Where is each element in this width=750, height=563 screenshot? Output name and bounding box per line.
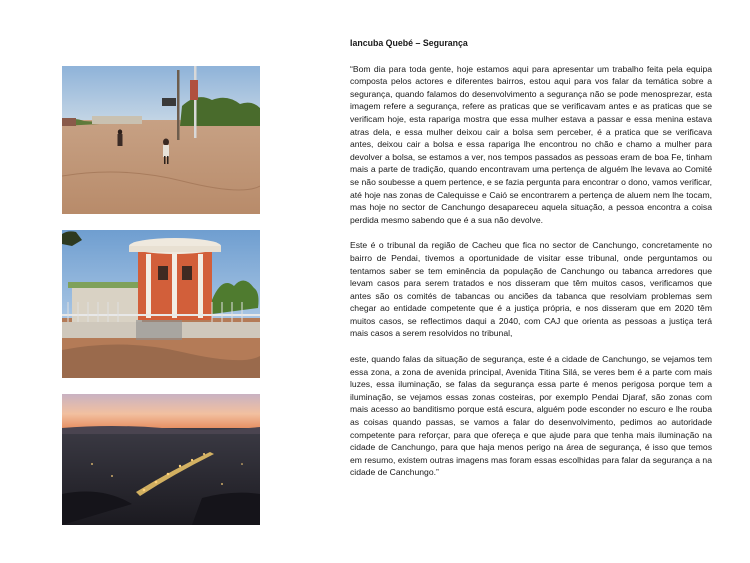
paragraph-iluminacao: este, quando falas da situação de segurança, este é a cidade de Canchungo, se vejamos tem essa zona, a zona de avenida principal, Avenida Titina Silá, se veres bem é a parte com mais luzes, essa iluminação, se falas da segurança essa parte é menos perigosa porque tem a iluminação, se vejamos essas zonas costeiras, por exemplo Pendai Djaraf, são zonas com mais acesso ao banditismo porque está escura, alguém pode esconder no escuro e lhe rouba as coisas quando passas, se vamos a falar do desenvolvimento, pedimos ao autoridade competente para reforçar, para que ofereça e que ajude para que tenha mais iluminação na cidade de Canchungo, para que haja menos perigo na área de segurança, é isso que temos em resumo, existem outras imagens mas foram essas escolhidas para falar da segurança a na cidade de Canchungo.” [350,354,712,478]
page-title: Iancuba Quebé – Segurança [350,38,468,48]
tribunal-building-photo [62,230,260,378]
paragraph-tribunal: Este é o tribunal da região de Cacheu que fica no sector de Canchungo, concretamente no bairro de Pendai, tivemos a oportunidade de visitar esse tribunal, onde perguntamos ou tentamos saber se tem eminência da população de Canchungo ou tabanca arredores que levam casos para serem tratados e nos disseram que têm muitos casos, verificamos que antes são os comités de tabancas ou anciões da tabanca que resolviam problemas sem chegar ao entidade competente que é a justiça própria, e nos disseram que em 2020 têm muitos casos, se reflectimos daqui a 2040, com CAJ que orienta as pessoas a justiça terá mais casos a serem resolvidos no tribunal, [350,240,712,339]
night-city-photo [62,394,260,525]
paragraph-bolsa: “Bom dia para toda gente, hoje estamos aqui para apresentar um trabalho feita pela equipa composta pelos actores e diferentes bairros, estou aqui para vos falar da temática sobre a segurança, quando falamos do desenvolvimento a segurança não se pode menosprezar, esta imagem refere a segurança, refere as praticas que se verificavam antes e as praticas que se verificam hoje, esta rapariga mostra que essa mulher estava a passar e essa menina estava atras dela, e essa mulher deixou cair a bolsa sem perceber, é a pratica que se verificava antes, deixou cair a bolsa e essa rapariga lhe encontrou no chão e chamo a mulher para devolver a bolsa, se estamos a ver, nos tempos passados as pessoas eram de boa Fe, tinham mais a parte de tradição, quando encontravam uma pertença de alguém lhe levava ao Comité se não soubesse a quem pertence, e se fazia pergunta para encontrar o dono, vamos verificar, até hoje nas zonas de Calequisse e Caió se encontrarem a pertença de aluem nem lhe tocam, mas hoje no sector de Canchungo desapareceu aquela situação, a pessoa encontra a coisa perdida mesmo sabendo que é a sua não devolve. [350,63,712,225]
article-text [350,37,712,492]
street-scene-photo [62,66,260,214]
